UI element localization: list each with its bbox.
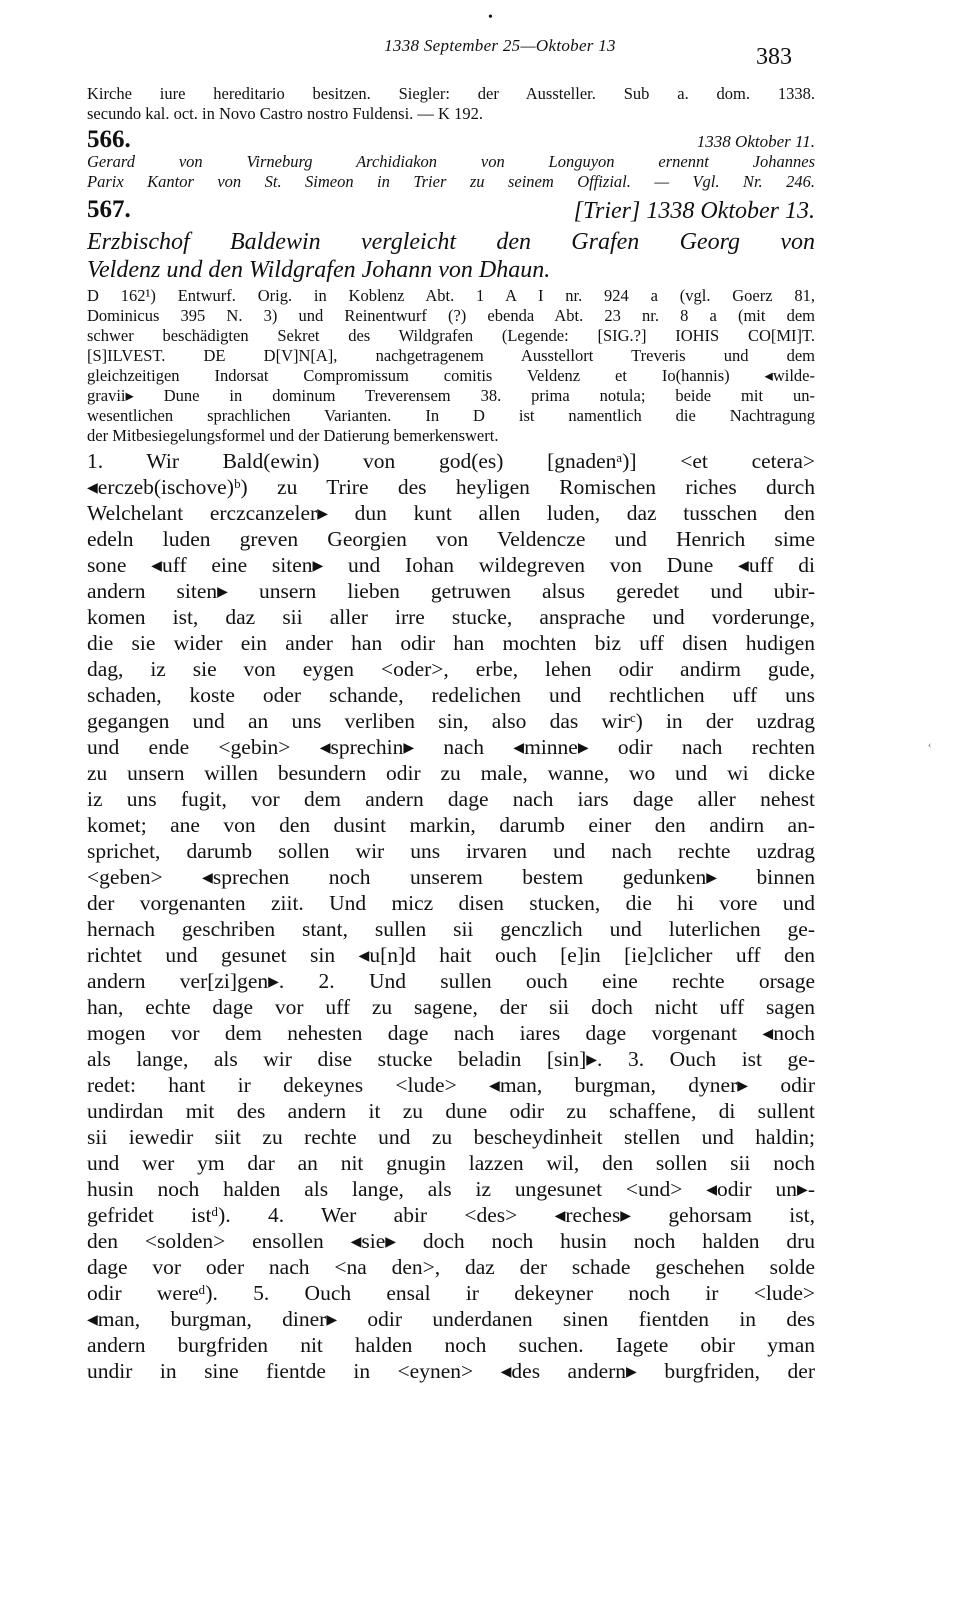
- text-line: schaden, koste oder schande, redelichen und rechtlichen uff uns: [87, 683, 815, 707]
- text-line: odir wereᵈ). 5. Ouch ensal ir dekeyner noch ir <lude>: [87, 1281, 815, 1305]
- text-line: gegangen und an uns verliben sin, also das wirᶜ) in der uzdrag: [87, 709, 815, 733]
- running-title: 1338 September 25—Oktober 13: [384, 36, 616, 55]
- margin-speck: ‹: [928, 740, 932, 751]
- source-note-line: wesentlichen sprachlichen Varianten. In D ist namentlich die Nachtragung: [87, 406, 815, 425]
- text-line: 1. Wir Bald(ewin) von god(es) [gnadenᵃ)] <et cetera>: [87, 449, 815, 473]
- text-line: han, echte dage vor uff zu sagene, der sii doch nicht uff sagen: [87, 995, 815, 1019]
- page-number: 383: [756, 44, 792, 70]
- text-line: hernach geschriben stant, sullen sii genczlich und luterlichen ge-: [87, 917, 815, 941]
- text-line: husin noch halden als lange, als iz ungesunet <und> ◂odir un▸-: [87, 1177, 815, 1201]
- text-line: komen ist, daz sii aller irre stucke, ansprache und vorderunge,: [87, 605, 815, 629]
- text-line: komet; ane von den dusint markin, darumb einer den andirn an-: [87, 813, 815, 837]
- source-note-line: gravii▸ Dune in dominum Treverensem 38. prima notula; beide mit un-: [87, 386, 815, 405]
- text-line: mogen vor dem nehesten dage nach iares dage vorgenant ◂noch: [87, 1021, 815, 1045]
- text-line: gefridet istᵈ). 4. Wer abir <des> ◂reches▸ gehorsam ist,: [87, 1203, 815, 1227]
- text-line: sone ◂uff eine siten▸ und Iohan wildegreven von Dune ◂uff di: [87, 553, 815, 577]
- regest-line: Gerard von Virneburg Archidiakon von Longuyon ernennt Johannes: [87, 152, 815, 171]
- text-line: sprichet, darumb sollen wir uns irvaren und nach rechte uzdrag: [87, 839, 815, 863]
- regest-line: secundo kal. oct. in Novo Castro nostro Fuldensi. — K 192.: [87, 104, 483, 123]
- text-line: andern burgfriden nit halden noch suchen. Iagete obir yman: [87, 1333, 815, 1357]
- text-line: edeln luden greven Georgien von Veldencze und Henrich sime: [87, 527, 815, 551]
- text-line: andern siten▸ unsern lieben getruwen alsus geredet und ubir-: [87, 579, 815, 603]
- source-note-line: Dominicus 395 N. 3) und Reinentwurf (?) ebenda Abt. 23 nr. 8 a (mit dem: [87, 306, 815, 325]
- text-line: ◂man, burgman, diner▸ odir underdanen sinen fientden in des: [87, 1307, 815, 1331]
- document-number: 567.: [87, 196, 131, 223]
- document-date: 1338 Oktober 11.: [696, 132, 815, 151]
- text-line: <geben> ◂sprechen noch unserem bestem gedunken▸ binnen: [87, 865, 815, 889]
- document-number: 566.: [87, 126, 131, 153]
- source-note-line: [S]ILVEST. DE D[V]N[A], nachgetragenem Ausstellort Treveris und dem: [87, 346, 815, 365]
- text-line: und wer ym dar an nit gnugin lazzen wil, den sollen sii noch: [87, 1151, 815, 1175]
- text-line: die sie wider ein ander han odir han mochten biz uff disen hudigen: [87, 631, 815, 655]
- source-note-line: D 162¹) Entwurf. Orig. in Koblenz Abt. 1 A I nr. 924 a (vgl. Goerz 81,: [87, 286, 815, 305]
- source-note-line: schwer beschädigten Sekret des Wildgrafen (Legende: [SIG.?] IOHIS CO[MI]T.: [87, 326, 815, 345]
- text-line: richtet und gesunet sin ◂u[n]d hait ouch [e]in [ie]clicher uff den: [87, 943, 815, 967]
- text-line: undir in sine fientde in <eynen> ◂des andern▸ burgfriden, der: [87, 1359, 815, 1383]
- document-title: Veldenz und den Wildgrafen Johann von Dhaun.: [87, 257, 551, 283]
- text-line: dage vor oder nach <na den>, daz der schade geschehen solde: [87, 1255, 815, 1279]
- text-line: ◂erczeb(ischove)ᵇ) zu Trire des heyligen Romischen riches durch: [87, 475, 815, 499]
- text-line: zu unsern willen besundern odir zu male, wanne, wo und wi dicke: [87, 761, 815, 785]
- text-line: undirdan mit des andern it zu dune odir zu schaffene, di sullent: [87, 1099, 815, 1123]
- print-speck: •: [488, 10, 493, 25]
- document-date: [Trier] 1338 Oktober 13.: [573, 198, 815, 224]
- document-title: Erzbischof Baldewin vergleicht den Grafen Georg von: [87, 229, 815, 255]
- text-line: iz uns fugit, vor dem andern dage nach iars dage aller nehest: [87, 787, 815, 811]
- regest-line: Parix Kantor von St. Simeon in Trier zu seinem Offizial. — Vgl. Nr. 246.: [87, 172, 815, 191]
- text-line: Welchelant erczcanzeler▸ dun kunt allen luden, daz tusschen den: [87, 501, 815, 525]
- text-line: dag, iz sie von eygen <oder>, erbe, lehen odir andirm gude,: [87, 657, 815, 681]
- source-note-line: gleichzeitigen Indorsat Compromissum comitis Veldenz et Io(hannis) ◂wilde-: [87, 366, 815, 385]
- text-line: redet: hant ir dekeynes <lude> ◂man, burgman, dyner▸ odir: [87, 1073, 815, 1097]
- text-line: den <solden> ensollen ◂sie▸ doch noch husin noch halden dru: [87, 1229, 815, 1253]
- text-line: sii iewedir siit zu rechte und zu bescheydinheit stellen und haldin;: [87, 1125, 815, 1149]
- text-line: andern ver[zi]gen▸. 2. Und sullen ouch eine rechte orsage: [87, 969, 815, 993]
- source-note-line: der Mitbesiegelungsformel und der Datierung bemerkenswert.: [87, 426, 499, 445]
- text-line: der vorgenanten ziit. Und micz disen stucken, die hi vore und: [87, 891, 815, 915]
- text-line: und ende <gebin> ◂sprechin▸ nach ◂minne▸ odir nach rechten: [87, 735, 815, 759]
- text-line: als lange, als wir dise stucke beladin [sin]▸. 3. Ouch ist ge-: [87, 1047, 815, 1071]
- regest-line: Kirche iure hereditario besitzen. Siegler: der Aussteller. Sub a. dom. 1338.: [87, 84, 815, 103]
